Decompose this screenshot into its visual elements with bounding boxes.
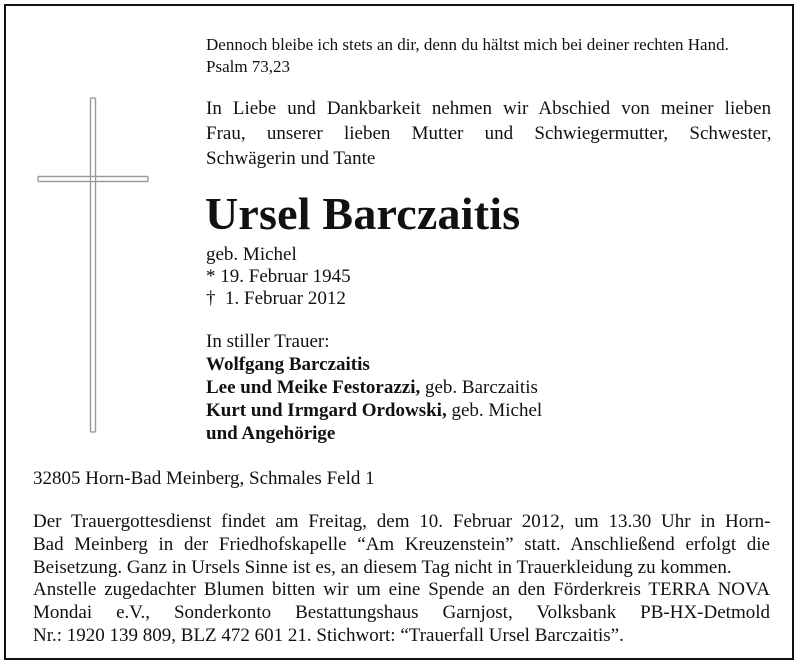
mourner-entry <box>206 353 542 376</box>
intro-line: Schwägerin und Tante <box>206 148 376 169</box>
deceased-name: Ursel Barczaitis <box>205 188 521 239</box>
donation-line: Nr.: 1920 139 809, BLZ 472 601 21. Stichwort: “Trauerfall Ursel Barczaitis”. <box>33 625 624 646</box>
mourners-heading: In stiller Trauer: <box>206 331 330 352</box>
motto-block <box>206 34 771 78</box>
mourner-name: Lee und Meike Festorazzi, <box>206 377 421 398</box>
mourner-name: Wolfgang Barczaitis <box>206 354 370 375</box>
service-line: Der Trauergottesdienst findet am Freitag, dem 10. Februar 2012, um 13.30 Uhr in Horn- <box>33 511 771 532</box>
intro-text <box>206 96 771 171</box>
mourner-entry <box>206 376 542 399</box>
verse-reference: Psalm 73,23 <box>206 57 291 76</box>
intro-line: In Liebe und Dankbarkeit nehmen wir Abschied von meiner lieben <box>206 98 772 119</box>
mourner-name: und Angehörige <box>206 423 336 444</box>
mourner-entry <box>206 399 542 422</box>
mourner-suffix: geb. Barczaitis <box>420 377 538 398</box>
service-line: Bad Meinberg in der Friedhofskapelle “Am Kreuzenstein” statt. Anschließend erfolgt die <box>33 534 770 555</box>
birth-date: * 19. Februar 1945 <box>206 266 351 287</box>
intro-line: Frau, unserer lieben Mutter und Schwiegermutter, Schwester, <box>206 123 772 144</box>
family-address: 32805 Horn-Bad Meinberg, Schmales Feld 1 <box>33 468 375 489</box>
vitals-block <box>206 244 351 310</box>
mourner-suffix: geb. Michel <box>446 400 543 421</box>
donation-line: Anstelle zugedachter Blumen bitten wir um eine Spende an den Förderkreis TERRA NOVA <box>33 579 770 600</box>
service-line: Beisetzung. Ganz in Ursels Sinne ist es, an diesem Tag nicht in Trauerkleidung zu kommen. <box>33 557 732 578</box>
mourner-entry <box>206 422 542 445</box>
mourner-name: Kurt und Irmgard Ordowski, <box>206 400 447 421</box>
bible-verse: Dennoch bleibe ich stets an dir, denn du hältst mich bei deiner rechten Hand. <box>206 35 729 54</box>
donation-line: Mondai e.V., Sonderkonto Bestattungshaus Garnjost, Volksbank PB-HX-Detmold <box>33 602 770 623</box>
mourners-block <box>206 330 542 445</box>
death-date: † 1. Februar 2012 <box>206 288 346 309</box>
maiden-name: geb. Michel <box>206 244 297 265</box>
service-info <box>33 510 770 579</box>
donation-info <box>33 578 770 647</box>
